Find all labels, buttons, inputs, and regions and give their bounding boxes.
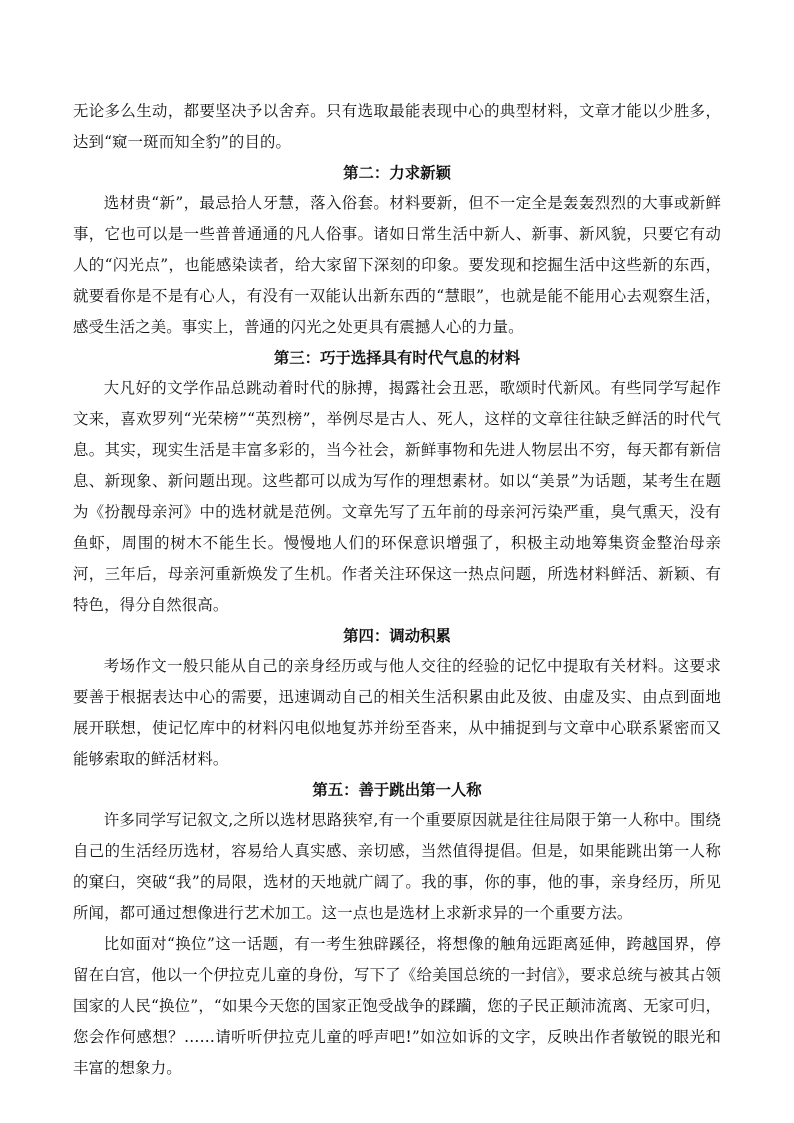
section-3-paragraph: 大凡好的文学作品总跳动着时代的脉搏，揭露社会丑恶，歌颂时代新风。有些同学写起作文来，喜欢罗列“光荣榜”“英烈榜”，举例尽是古人、死人，这样的文章往往缺乏鲜活的时代气息。其实，现实生活是丰富多彩的，当今社会，新鲜事物和先进人物层出不穷，每天都有新信息、新现象、新问题出现。这些都可以成为写作的理想素材。如以“美景”为话题，某考生在题为《扮靓母亲河》中的选材就是范例。文章先写了五年前的母亲河污染严重，臭气熏天，没有鱼虾，周围的树木不能生长。慢慢地人们的环保意识增强了，积极主动地筹集资金整治母亲河，三年后，母亲河重新焕发了生机。作者关注环保这一热点问题，所选材料鲜活、新颖、有特色，得分自然很高。 [73, 379, 721, 614]
section-5-paragraph-1: 许多同学写记叙文,之所以选材思路狭窄,有一个重要原因就是往往局限于第一人称中。围绕自己的生活经历选材，容易给人真实感、亲切感，当然值得提倡。但是，如果能跳出第一人称的窠臼，突破“我”的局限，选材的天地就广阔了。我的事，你的事，他的事，亲身经历，所见所闻，都可通过想像进行艺术加工。这一点也是选材上求新求异的一个重要方法。 [73, 811, 721, 922]
section-heading-3: 第三：巧于选择具有时代气息的材料 [273, 349, 521, 367]
intro-tail-paragraph: 无论多么生动，都要坚决予以舍弃。只有选取最能表现中心的典型材料，文章才能以少胜多，达到“窥一斑而知全豹”的目的。 [73, 102, 721, 151]
section-heading-5: 第五：善于跳出第一人称 [312, 781, 482, 799]
section-5-paragraph-2: 比如面对“换位”这一话题，有一考生独辟蹊径，将想像的触角远距离延伸，跨越国界，停留在白宫，他以一个伊拉克儿童的身份，写下了《给美国总统的一封信》，要求总统与被其占领国家的人民“换位”，“如果今天您的国家正饱受战争的蹂躏，您的子民正颠沛流离、无家可归，您会作何感想？……请听听伊拉克儿童的呼声吧!”如泣如诉的文字，反映出作者敏锐的眼光和丰富的想象力。 [73, 935, 721, 1077]
document-page [73, 96, 721, 1084]
section-2-paragraph: 选材贵“新”，最忌拾人牙慧，落入俗套。材料要新，但不一定全是轰轰烈烈的大事或新鲜事，它也可以是一些普普通通的凡人俗事。诸如日常生活中新人、新事、新风貌，只要它有动人的“闪光点”，也能感染读者，给大家留下深刻的印象。要发现和挖掘生活中这些新的东西，就要看你是不是有心人，有没有一双能认出新东西的“慧眼”，也就是能不能用心去观察生活，感受生活之美。事实上，普通的闪光之处更具有震撼人心的力量。 [73, 194, 721, 336]
section-4-paragraph: 考场作文一般只能从自己的亲身经历或与他人交往的经验的记忆中提取有关材料。这要求要善于根据表达中心的需要，迅速调动自己的相关生活积累由此及彼、由虚及实、由点到面地展开联想，使记忆库中的材料闪电似地复苏并纷至沓来，从中捕捉到与文章中心联系紧密而又能够索取的鲜活材料。 [73, 657, 721, 768]
section-heading-4: 第四：调动积累 [343, 627, 451, 645]
section-heading-2: 第二：力求新颖 [343, 164, 451, 182]
